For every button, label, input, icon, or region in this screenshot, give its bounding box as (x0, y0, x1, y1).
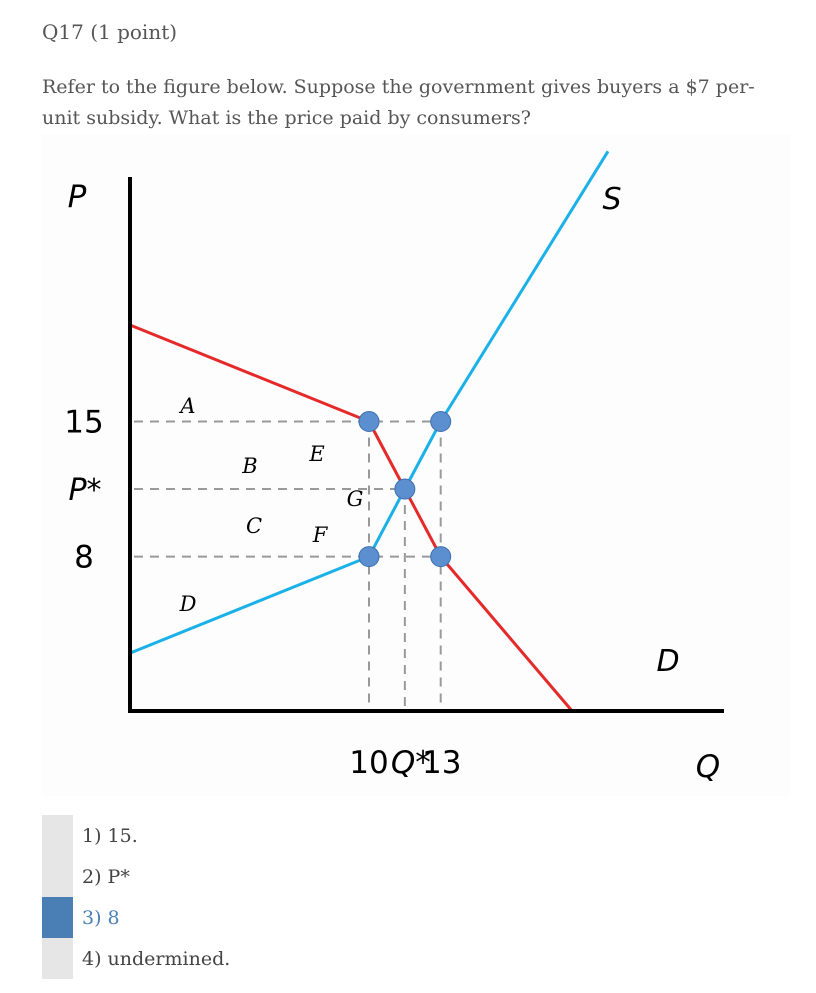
supply-demand-chart (42, 134, 790, 796)
demand-curve-label: D (656, 644, 680, 679)
supply-curve (130, 151, 608, 653)
x-tick-qstar: Q* (390, 745, 431, 781)
x-tick-10: 10 (349, 745, 389, 781)
x-tick-13: 13 (421, 745, 462, 781)
region-label-a: A (180, 394, 196, 418)
question-text: Refer to the figure below. Suppose the government gives buyers a $7 per-unit subsidy. What is the price paid by consumers? (42, 76, 755, 129)
answer-option-4[interactable] (42, 938, 302, 979)
y-tick-15: 15 (64, 404, 104, 441)
answer-label-4: 4) undermined. (82, 948, 231, 970)
point-demand-at-8 (431, 547, 451, 567)
point-equilibrium (395, 479, 415, 499)
answer-label-3: 3) 8 (82, 907, 120, 929)
region-label-g: G (346, 487, 364, 511)
region-label-c: C (245, 514, 263, 538)
answer-selector-1[interactable] (42, 815, 73, 856)
answer-selector-4[interactable] (42, 938, 73, 979)
y-tick-pstar: P* (68, 473, 102, 509)
answer-label-2: 2) P* (82, 866, 130, 888)
point-supply-at-15 (431, 412, 451, 432)
question-title: Q17 (1 point) (42, 20, 178, 44)
x-axis-label: Q (695, 749, 721, 785)
answer-option-2[interactable] (42, 856, 302, 897)
region-label-b: B (242, 454, 258, 478)
answer-label-1: 1) 15. (82, 825, 138, 847)
answer-option-3[interactable] (42, 897, 302, 938)
answer-option-1[interactable] (42, 815, 302, 856)
region-label-f: F (312, 523, 328, 547)
supply-curve-label: S (602, 182, 622, 217)
answer-options (42, 815, 302, 979)
answer-selector-2[interactable] (42, 856, 73, 897)
answer-selector-3[interactable] (42, 897, 73, 938)
region-label-d: D (179, 592, 197, 616)
demand-curve (130, 325, 572, 711)
region-label-e: E (309, 442, 325, 466)
y-axis-label: P (67, 179, 87, 215)
y-tick-8: 8 (74, 539, 94, 576)
point-demand-at-15 (359, 412, 379, 432)
point-supply-at-8 (359, 547, 379, 567)
supply-demand-figure (42, 134, 790, 796)
